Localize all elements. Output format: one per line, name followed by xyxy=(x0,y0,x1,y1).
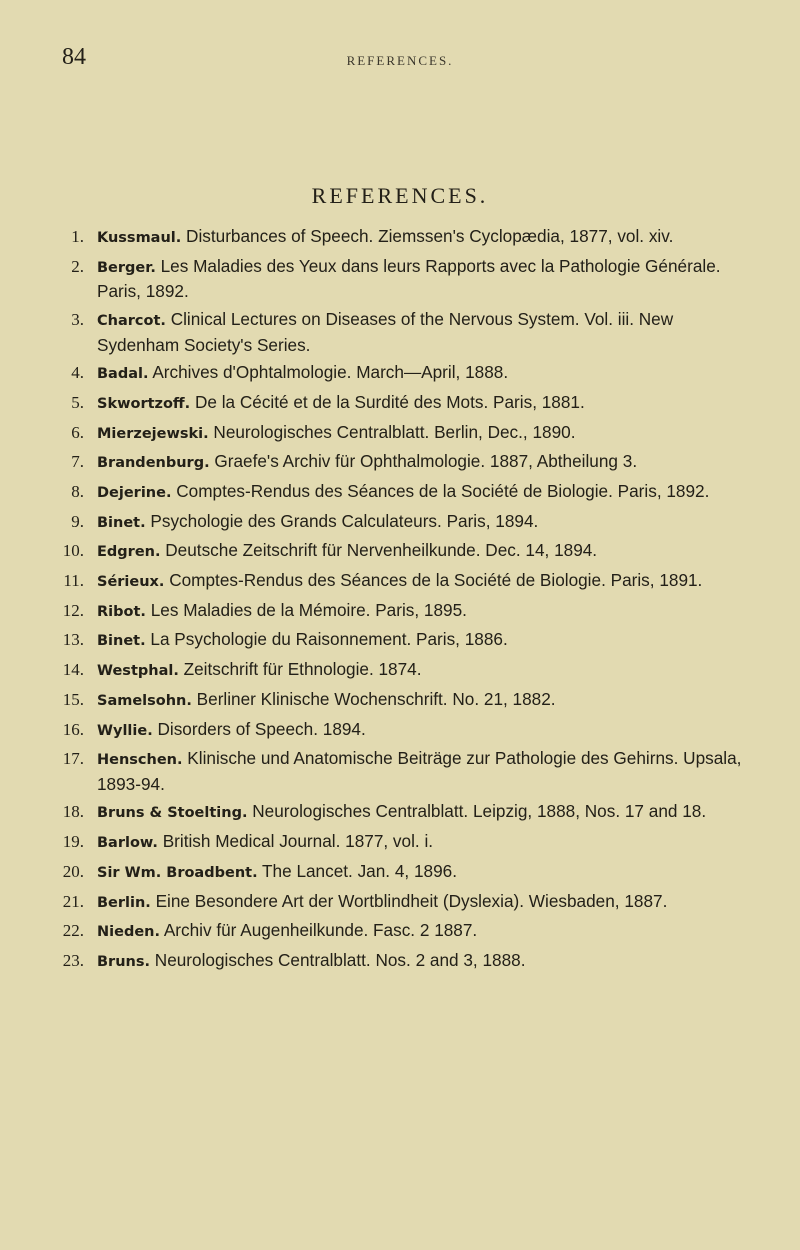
reference-entry xyxy=(0,830,800,856)
reference-text: Zeitschrift für Ethnologie. 1874. xyxy=(183,659,422,680)
reference-text: De la Cécité et de la Surdité des Mots. Paris, 1881. xyxy=(194,391,585,412)
reference-text: Archives d'Ophtalmologie. March—April, 1888. xyxy=(152,362,509,383)
reference-text: Disturbances of Speech. Ziemssen's Cyclopædia, 1877, vol. xiv. xyxy=(186,226,674,246)
reference-number: 13. xyxy=(62,630,84,650)
reference-number: 10. xyxy=(62,541,84,561)
reference-author: Ribot. xyxy=(97,603,146,620)
reference-text: Deutsche Zeitschrift für Nervenheilkunde. Dec. 14, 1894. xyxy=(165,540,598,561)
reference-entry xyxy=(0,539,800,565)
reference-text: British Medical Journal. 1877, vol. i. xyxy=(162,831,434,852)
reference-number: 3. xyxy=(71,309,84,329)
reference-author: Kussmaul. xyxy=(97,230,182,246)
reference-text: Klinische und Anatomische Beiträge zur Pathologie des Gehirns. Upsala, 1893-94. xyxy=(97,748,742,794)
reference-author: Bruns. xyxy=(97,953,150,970)
reference-text: Neurologisches Centralblatt. Berlin, Dec., 1890. xyxy=(213,421,576,442)
reference-entry xyxy=(0,480,800,506)
reference-number: 2. xyxy=(71,256,84,276)
reference-author: Sérieux. xyxy=(97,574,165,591)
reference-list xyxy=(0,225,800,979)
reference-author: Barlow. xyxy=(97,835,158,852)
reference-number: 14. xyxy=(62,660,84,680)
reference-author: Sir Wm. Broadbent. xyxy=(97,864,258,881)
reference-number: 18. xyxy=(62,802,84,822)
reference-entry xyxy=(0,860,800,886)
reference-author: Berger. xyxy=(97,259,156,276)
reference-entry xyxy=(0,890,800,916)
reference-text: Les Maladies des Yeux dans leurs Rapports avec la Pathologie Générale. Paris, 1892. xyxy=(97,255,721,302)
reference-author: Bruns & Stoelting. xyxy=(97,805,248,822)
reference-text: Clinical Lectures on Diseases of the Nervous System. Vol. iii. New Sydenham Society's Series. xyxy=(97,308,674,355)
reference-text: Neurologisches Centralblatt. Nos. 2 and 3, 1888. xyxy=(154,949,526,970)
reference-text: Neurologisches Centralblatt. Leipzig, 1888, Nos. 17 and 18. xyxy=(252,801,707,822)
reference-number: 15. xyxy=(62,689,84,709)
reference-number: 21. xyxy=(62,891,84,911)
reference-entry xyxy=(0,421,800,447)
reference-author: Skwortzoff. xyxy=(97,395,191,412)
reference-text: Comptes-Rendus des Séances de la Société de Biologie. Paris, 1892. xyxy=(176,481,710,501)
reference-text: Disorders of Speech. 1894. xyxy=(157,718,366,739)
reference-number: 12. xyxy=(62,600,84,620)
reference-number: 23. xyxy=(62,950,84,970)
reference-entry xyxy=(0,919,800,945)
page-number: 84 xyxy=(62,44,86,70)
reference-entry xyxy=(0,599,800,625)
reference-text: Comptes-Rendus des Séances de la Société de Biologie. Paris, 1891. xyxy=(169,570,703,591)
reference-author: Samelsohn. xyxy=(97,692,192,709)
reference-number: 6. xyxy=(71,422,84,442)
page-title: REFERENCES. xyxy=(311,182,489,208)
reference-text: Eine Besondere Art der Wortblindheit (Dyslexia). Wiesbaden, 1887. xyxy=(155,890,668,911)
reference-entry xyxy=(0,450,800,476)
reference-number: 9. xyxy=(71,511,84,531)
reference-entry xyxy=(0,800,800,826)
reference-entry xyxy=(0,718,800,744)
reference-author: Wyllie. xyxy=(97,722,153,739)
reference-number: 20. xyxy=(62,861,84,881)
reference-text: Archiv für Augenheilkunde. Fasc. 2 1887. xyxy=(163,920,478,941)
reference-text: The Lancet. Jan. 4, 1896. xyxy=(262,860,457,881)
reference-text: Graefe's Archiv für Ophthalmologie. 1887, Abtheilung 3. xyxy=(214,451,638,472)
reference-number: 17. xyxy=(62,749,84,769)
reference-entry xyxy=(0,225,800,251)
reference-author: Binet. xyxy=(97,633,146,650)
reference-number: 4. xyxy=(71,363,84,383)
reference-entry xyxy=(0,308,800,357)
reference-number: 1. xyxy=(71,227,84,246)
reference-text: Les Maladies de la Mémoire. Paris, 1895. xyxy=(150,599,467,620)
reference-number: 11. xyxy=(63,571,84,591)
reference-author: Nieden. xyxy=(97,924,160,941)
reference-entry xyxy=(0,361,800,387)
reference-number: 7. xyxy=(71,452,84,472)
reference-author: Brandenburg. xyxy=(97,455,210,472)
reference-text: La Psychologie du Raisonnement. Paris, 1886. xyxy=(150,629,508,650)
reference-author: Henschen. xyxy=(97,752,183,769)
reference-text: Berliner Klinische Wochenschrift. No. 21, 1882. xyxy=(196,688,556,709)
reference-entry xyxy=(0,391,800,417)
reference-author: Westphal. xyxy=(97,663,179,680)
reference-author: Badal. xyxy=(97,366,149,383)
reference-author: Dejerine. xyxy=(97,485,172,501)
reference-number: 19. xyxy=(62,832,84,852)
reference-number: 22. xyxy=(62,921,84,941)
reference-number: 5. xyxy=(71,392,84,412)
running-head: REFERENCES. xyxy=(346,53,454,68)
reference-entry xyxy=(0,658,800,684)
reference-author: Edgren. xyxy=(97,544,161,561)
reference-text: Psychologie des Grands Calculateurs. Paris, 1894. xyxy=(150,510,539,531)
reference-entry xyxy=(0,510,800,536)
reference-entry xyxy=(0,949,800,975)
reference-author: Mierzejewski. xyxy=(97,425,209,442)
reference-entry xyxy=(0,569,800,595)
reference-entry xyxy=(0,747,800,796)
reference-entry xyxy=(0,628,800,654)
reference-number: 16. xyxy=(62,719,84,739)
reference-author: Binet. xyxy=(97,514,146,531)
reference-entry xyxy=(0,688,800,714)
reference-number: 8. xyxy=(71,482,84,501)
reference-entry xyxy=(0,255,800,304)
reference-author: Charcot. xyxy=(97,312,166,329)
reference-author: Berlin. xyxy=(97,894,151,911)
